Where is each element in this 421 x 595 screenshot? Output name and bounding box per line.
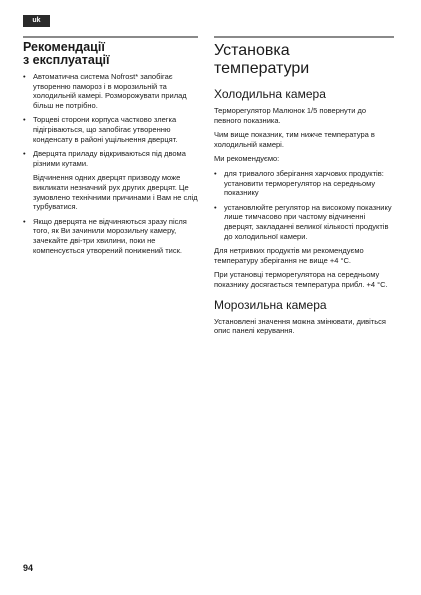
right-column bbox=[214, 36, 394, 341]
title-line-2: температури bbox=[214, 60, 310, 77]
title-line-1: Установка bbox=[214, 42, 290, 59]
left-column bbox=[23, 36, 198, 260]
list-item: • Якщо дверцята не відчиняються зразу після того, як Ви зачинили морозильну камеру, зачекайте дві-три хвилини, поки не компенсується утворений понижений тиск. bbox=[23, 217, 198, 255]
fridge-paragraph: Для нетривких продуктів ми рекомендуємо температуру зберігання не вище +4 °C. bbox=[214, 246, 364, 265]
list-item: • установлюйте регулятор на високому показнику лише тимчасово при частому відчиненні дверцят, закладанні великої кількості продуктів до холодильної камери. bbox=[214, 203, 394, 241]
list-item: • Торцеві сторони корпуса частково злегка підігріваються, що запобігає утворенню конденсату в районі ущільнення дверцят. bbox=[23, 115, 198, 144]
language-tab: uk bbox=[23, 15, 50, 27]
freezer-heading: Морозильна камера bbox=[214, 297, 327, 312]
left-divider bbox=[23, 36, 198, 38]
section-title-usage bbox=[23, 41, 198, 67]
page-number: 94 bbox=[23, 563, 34, 573]
title-line-1: Рекомендації bbox=[23, 40, 105, 54]
list-item: • Автоматична система Nofrost* запобігає утворенню памороз і в морозильній та холодильній камері. Розморожувати прилад більш не потрібно. bbox=[23, 72, 198, 110]
fridge-bullet-list bbox=[214, 169, 394, 241]
right-divider bbox=[214, 36, 394, 38]
fridge-paragraph: Терморегулятор Малюнок 1/5 повернути до певного показника. bbox=[214, 106, 367, 125]
section-title-temperature bbox=[214, 42, 394, 78]
usage-bullet-list bbox=[23, 72, 198, 168]
door-note-paragraph: Відчинення одних дверцят призводу може викликати незначний рух других дверцят. Це зумовлено технічними причинами і Вам не слід турбуватися. bbox=[33, 173, 198, 212]
fridge-paragraph: Ми рекомендуємо: bbox=[214, 154, 280, 164]
list-item: • Дверцята приладу відкриваються під двома різними кутами. bbox=[23, 149, 198, 168]
fridge-heading: Холодильна камера bbox=[214, 87, 326, 101]
freezer-paragraph: Установлені значення можна змінювати, дивіться опис панелі керування. bbox=[214, 316, 386, 336]
fridge-paragraph: При установці терморегулятора на середньому показнику досягається температура прибл. +4 °C. bbox=[214, 270, 388, 289]
fridge-paragraph: Чим вище показник, тим нижче температура в холодильній камері. bbox=[214, 130, 375, 149]
list-item: • для тривалого зберігання харчових продуктів: установити терморегулятор на середньому показнику bbox=[214, 169, 394, 198]
title-line-2: з експлуатації bbox=[23, 53, 110, 67]
usage-bullet-list-2 bbox=[23, 217, 198, 255]
